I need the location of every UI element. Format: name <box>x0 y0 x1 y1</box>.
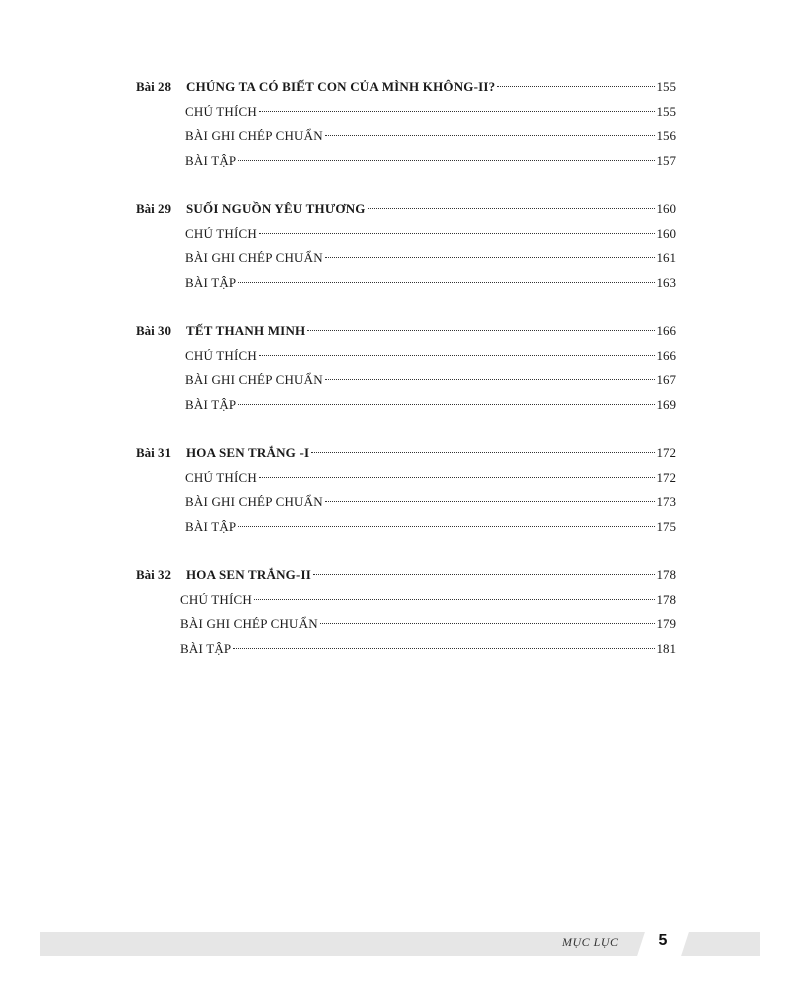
dot-leader <box>238 526 654 527</box>
subitem-label: BÀI TẬP <box>185 274 237 290</box>
subitem-label: BÀI GHI CHÉP CHUẨN <box>185 250 323 265</box>
subitem-page-number: 178 <box>656 591 676 607</box>
page-number: 5 <box>658 932 668 949</box>
dot-leader <box>233 648 654 649</box>
dot-leader <box>259 477 655 478</box>
lesson-title: SUỐI NGUỒN YÊU THƯƠNG <box>186 201 366 216</box>
subitem-page-number: 167 <box>656 372 676 387</box>
lesson-number: Bài 29 <box>136 201 172 216</box>
subitem-label: CHÚ THÍCH <box>180 591 252 607</box>
subitem-page-number: 175 <box>656 518 676 534</box>
dot-leader <box>320 623 655 624</box>
subitem-label: BÀI GHI CHÉP CHUẨN <box>180 616 318 631</box>
subitem-page-number: 181 <box>656 640 676 656</box>
subitem-page-number: 161 <box>656 250 676 265</box>
subitem-label: CHÚ THÍCH <box>185 469 257 485</box>
dot-leader <box>325 257 655 258</box>
footer-section-label: MỤC LỤC <box>562 935 619 949</box>
toc-subitem-row[interactable] <box>185 468 676 488</box>
lesson-number: Bài 28 <box>136 79 172 94</box>
toc-subitem-row[interactable] <box>180 639 676 659</box>
subitem-label: BÀI GHI CHÉP CHUẨN <box>185 372 323 387</box>
lesson-number: Bài 30 <box>136 323 172 338</box>
subitem-page-number: 156 <box>656 128 676 143</box>
subitem-label: BÀI TẬP <box>180 640 232 656</box>
dot-leader <box>259 233 655 234</box>
lesson-page-number: 166 <box>656 323 676 338</box>
subitem-label: CHÚ THÍCH <box>185 225 257 241</box>
toc-lesson-row[interactable] <box>136 443 676 463</box>
toc-subitem-row[interactable] <box>185 370 676 390</box>
dot-leader <box>325 379 655 380</box>
dot-leader <box>307 330 654 331</box>
subitem-label: BÀI TẬP <box>185 396 237 412</box>
subitem-label: BÀI TẬP <box>185 152 237 168</box>
subitem-page-number: 172 <box>656 469 676 485</box>
dot-leader <box>325 501 655 502</box>
lesson-page-number: 160 <box>656 201 676 216</box>
toc-subitem-row[interactable] <box>185 492 676 512</box>
subitem-label: BÀI TẬP <box>185 518 237 534</box>
toc-lesson-row[interactable] <box>136 199 676 219</box>
toc-subitem-row[interactable] <box>185 126 676 146</box>
dot-leader <box>368 208 655 209</box>
lesson-title: HOA SEN TRẮNG-II <box>186 567 312 582</box>
lesson-page-number: 155 <box>656 79 676 94</box>
subitem-label: CHÚ THÍCH <box>185 347 257 363</box>
lesson-title: CHÚNG TA CÓ BIẾT CON CỦA MÌNH KHÔNG-II? <box>186 79 496 94</box>
dot-leader <box>238 404 654 405</box>
toc-subitem-row[interactable] <box>185 517 676 537</box>
dot-leader <box>254 599 655 600</box>
lesson-number: Bài 32 <box>136 567 172 582</box>
dot-leader <box>238 160 654 161</box>
lesson-page-number: 178 <box>656 567 676 582</box>
toc-subitem-row[interactable] <box>180 590 676 610</box>
toc-lesson-row[interactable] <box>136 321 676 341</box>
toc-subitem-row[interactable] <box>185 346 676 366</box>
lesson-title: HOA SEN TRẮNG -I <box>186 445 310 460</box>
toc-subitem-row[interactable] <box>185 395 676 415</box>
dot-leader <box>313 574 654 575</box>
dot-leader <box>238 282 654 283</box>
subitem-page-number: 166 <box>656 347 676 363</box>
toc-subitem-row[interactable] <box>185 273 676 293</box>
dot-leader <box>259 111 655 112</box>
toc-subitem-row[interactable] <box>185 102 676 122</box>
dot-leader <box>497 86 654 87</box>
subitem-page-number: 169 <box>656 396 676 412</box>
toc-lesson-row[interactable] <box>136 565 676 585</box>
subitem-label: BÀI GHI CHÉP CHUẨN <box>185 128 323 143</box>
lesson-title: TẾT THANH MINH <box>186 323 306 338</box>
subitem-page-number: 160 <box>656 225 676 241</box>
subitem-page-number: 163 <box>656 274 676 290</box>
subitem-label: BÀI GHI CHÉP CHUẨN <box>185 494 323 509</box>
subitem-page-number: 155 <box>656 103 676 119</box>
subitem-label: CHÚ THÍCH <box>185 103 257 119</box>
subitem-page-number: 179 <box>656 616 676 631</box>
toc-subitem-row[interactable] <box>185 224 676 244</box>
dot-leader <box>311 452 654 453</box>
subitem-page-number: 157 <box>656 152 676 168</box>
toc-subitem-row[interactable] <box>185 151 676 171</box>
dot-leader <box>259 355 655 356</box>
dot-leader <box>325 135 655 136</box>
lesson-page-number: 172 <box>656 445 676 460</box>
lesson-number: Bài 31 <box>136 445 172 460</box>
toc-subitem-row[interactable] <box>185 248 676 268</box>
subitem-page-number: 173 <box>656 494 676 509</box>
toc-lesson-row[interactable] <box>136 77 676 97</box>
toc-subitem-row[interactable] <box>180 614 676 634</box>
